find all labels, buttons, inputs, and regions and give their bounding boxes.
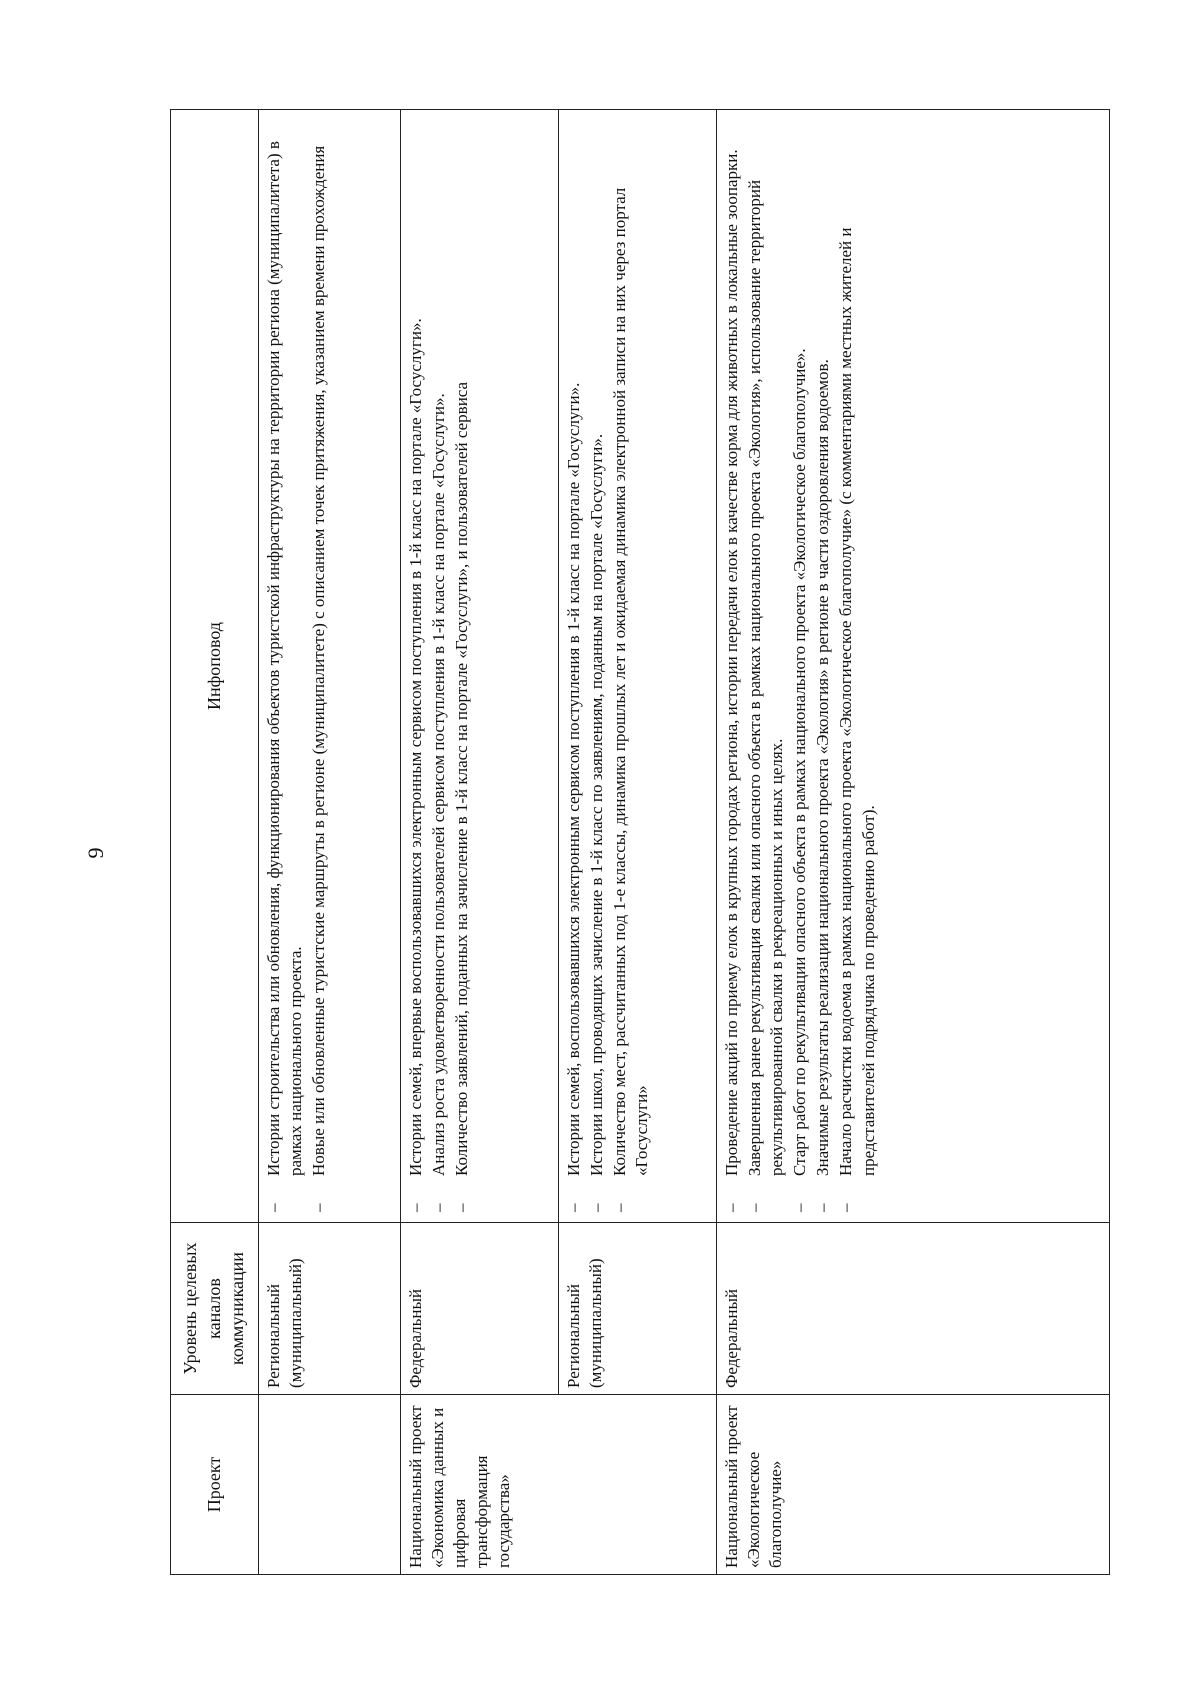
table-container [170, 110, 1110, 1575]
table-row [259, 110, 401, 1575]
list-item: – Старт работ по рекультивации опасного объекта в рамках национального проекта «Экологическое благополучие». [789, 116, 811, 1216]
table-row [717, 110, 1110, 1575]
list-item: – Проведение акций по приему елок в крупных городах региона, истории передачи елок в качестве корма для животных в локальные зоопарки. [721, 116, 743, 1216]
cell-infopovod [717, 110, 1110, 1223]
cell-project: Национальный проект «Экономика данных и цифровая трансформация государства» [401, 1395, 717, 1575]
list-item: – Истории строительства или обновления, функционирования объектов туристской инфраструктуры на территории региона (муниципалитета) в рамках национального проекта. [263, 116, 307, 1216]
list-item: – Анализ роста удовлетворенности пользователей сервисом поступления в 1-й класс на портале «Госуслуги». [428, 116, 450, 1216]
cell-level: Федеральный [401, 1223, 559, 1395]
cell-infopovod [401, 110, 559, 1223]
cell-level: Федеральный [717, 1223, 1110, 1395]
page-number: 9 [83, 847, 108, 859]
infopovod-table [170, 109, 1110, 1575]
header-infopovod: Инфоповод [171, 110, 259, 1223]
cell-infopovod [559, 110, 717, 1223]
list-item: – Начало расчистки водоема в рамках национального проекта «Экологическое благополучие» (с комментариями местных жителей и представителей подрядчика по проведению работ). [835, 116, 879, 1216]
list-item: – Количество заявлений, поданных на зачисление в 1-й класс на портале «Госуслуги», и пользователей сервиса [451, 116, 473, 1216]
header-level: Уровень целевых каналов коммуникации [171, 1223, 259, 1395]
list-item: – Новые или обновленные туристские маршруты в регионе (муниципалитете) с описанием точек притяжения, указанием времени прохождения [308, 116, 330, 1216]
table-row [401, 110, 559, 1575]
cell-project [259, 1395, 401, 1575]
cell-project: Национальный проект «Экологическое благополучие» [717, 1395, 1110, 1575]
list-item: – Значимые результаты реализации национального проекта «Экология» в регионе в части оздоровления водоемов. [812, 116, 834, 1216]
cell-infopovod [259, 110, 401, 1223]
list-item: – Количество мест, рассчитанных под 1-е классы, динамика прошлых лет и ожидаемая динамика электронной записи на них через портал «Госуслуги» [609, 116, 653, 1216]
cell-level: Региональный (муниципальный) [559, 1223, 717, 1395]
cell-level: Региональный (муниципальный) [259, 1223, 401, 1395]
list-item: – Истории школ, проводящих зачисление в 1-й класс по заявлениям, поданным на портале «Госуслуги». [586, 116, 608, 1216]
list-item: – Истории семей, воспользовавшихся электронным сервисом поступления в 1-й класс на портале «Госуслуги». [563, 116, 585, 1216]
table-rotator [170, 110, 1110, 1575]
table-header-row [171, 110, 259, 1575]
list-item: – Истории семей, впервые воспользовавшихся электронным сервисом поступления в 1-й класс на портале «Госуслуги». [405, 116, 427, 1216]
header-project: Проект [171, 1395, 259, 1575]
list-item: – Завершенная ранее рекультивация свалки или опасного объекта в рамках национального проекта «Экология», использование территорий рекультивированной свалки в рекреационных и иных целях. [744, 116, 788, 1216]
table-row [559, 110, 717, 1575]
